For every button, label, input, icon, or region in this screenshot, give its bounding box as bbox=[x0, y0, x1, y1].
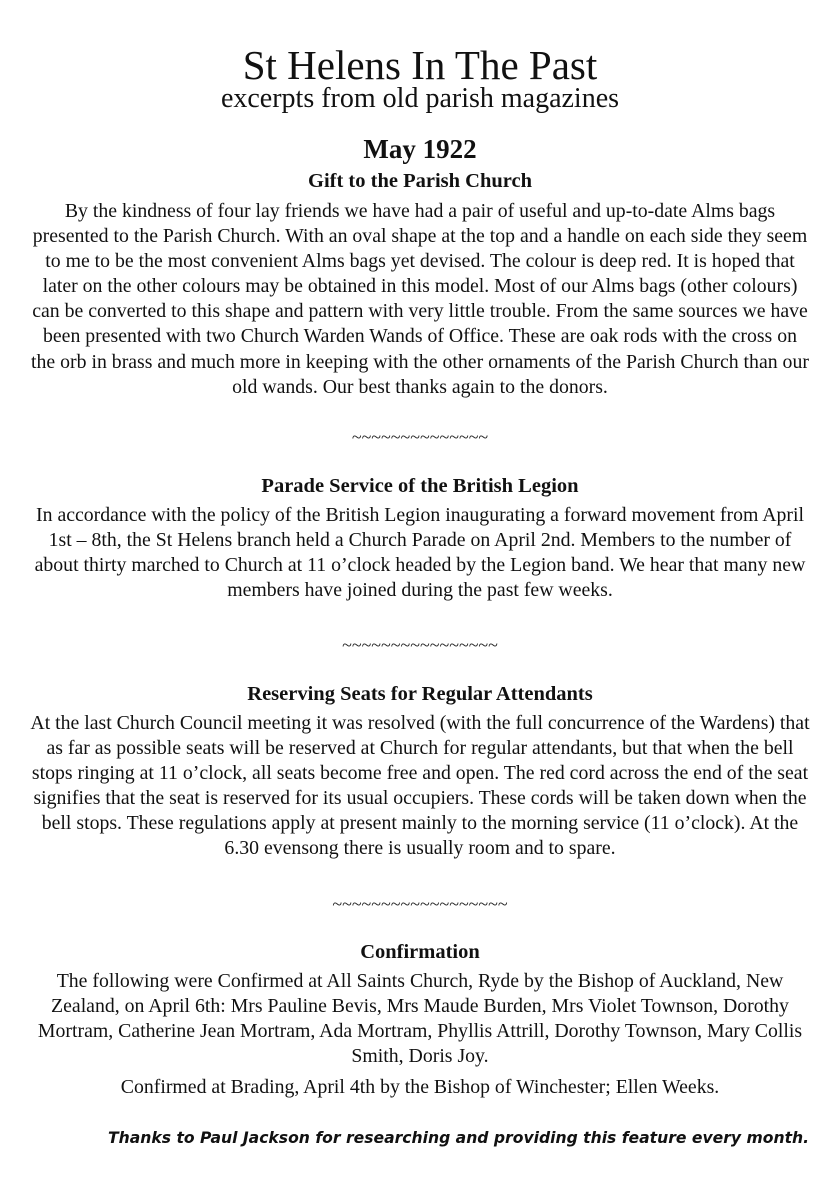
section-divider: ~~~~~~~~~~~~~~~~ bbox=[342, 635, 498, 655]
article-body-reserving-seats: At the last Church Council meeting it was resolved (with the full concurrence of the Wardens) that as far as possible seats will be reserved at Church for regular attendants, but that when the bell stops ringing at 11 o’clock, all seats become free and open. The red cord across the end of the seat signifies that the seat is reserved for its usual occupiers. These cords will be taken down when the bell stops. These regulations apply at present mainly to the morning service (11 o’clock). At the 6.30 evensong there is usually room and to spare. bbox=[30, 712, 810, 860]
section-divider: ~~~~~~~~~~~~~~~~~~ bbox=[332, 894, 508, 914]
article-body-british-legion: In accordance with the policy of the British Legion inaugurating a forward movement from April 1st – 8th, the St Helens branch held a Church Parade on April 2nd. Members to the number of about thirty marched to Church at 11 o’clock headed by the Legion band. We hear that many new members have joined during the past few weeks. bbox=[34, 504, 806, 602]
article-heading-gift: Gift to the Parish Church bbox=[308, 170, 532, 192]
article-body-confirmation: The following were Confirmed at All Saints Church, Ryde by the Bishop of Auckland, New Zealand, on April 6th: Mrs Pauline Bevis, Mrs Maude Burden, Mrs Violet Townson, Dorothy Mortram, Catherine Jean Mortram, Ada Mortram, Phyllis Attrill, Dorothy Townson, Mary Collis Smith, Doris Joy. bbox=[37, 970, 803, 1068]
article-heading-confirmation: Confirmation bbox=[360, 941, 480, 963]
page-title: St Helens In The Past bbox=[242, 42, 598, 88]
article-heading-reserving-seats: Reserving Seats for Regular Attendants bbox=[247, 683, 593, 705]
article-body-gift: By the kindness of four lay friends we have had a pair of useful and up-to-date Alms bags presented to the Parish Church. With an oval shape at the top and a handle on each side they seem to me to be the most convenient Alms bags yet devised. The colour is deep red. It is hoped that later on the other colours may be obtained in this model. Most of our Alms bags (other colours) can be converted to this shape and pattern with very little trouble. From the same sources we have been presented with two Church Warden Wands of Office. These are oak rods with the cross on the orb in brass and much more in keeping with the other ornaments of the Parish Church than our old wands. Our best thanks again to the donors. bbox=[31, 200, 809, 398]
article-heading-british-legion: Parade Service of the British Legion bbox=[261, 475, 579, 497]
page-subtitle: excerpts from old parish magazines bbox=[220, 83, 620, 114]
section-divider: ~~~~~~~~~~~~~~ bbox=[351, 427, 489, 447]
article-body-confirmation-brading: Confirmed at Brading, April 4th by the Bishop of Winchester; Ellen Weeks. bbox=[120, 1076, 720, 1098]
footer-credit: Thanks to Paul Jackson for researching and providing this feature every month. bbox=[108, 1129, 810, 1147]
issue-date: May 1922 bbox=[363, 134, 477, 164]
